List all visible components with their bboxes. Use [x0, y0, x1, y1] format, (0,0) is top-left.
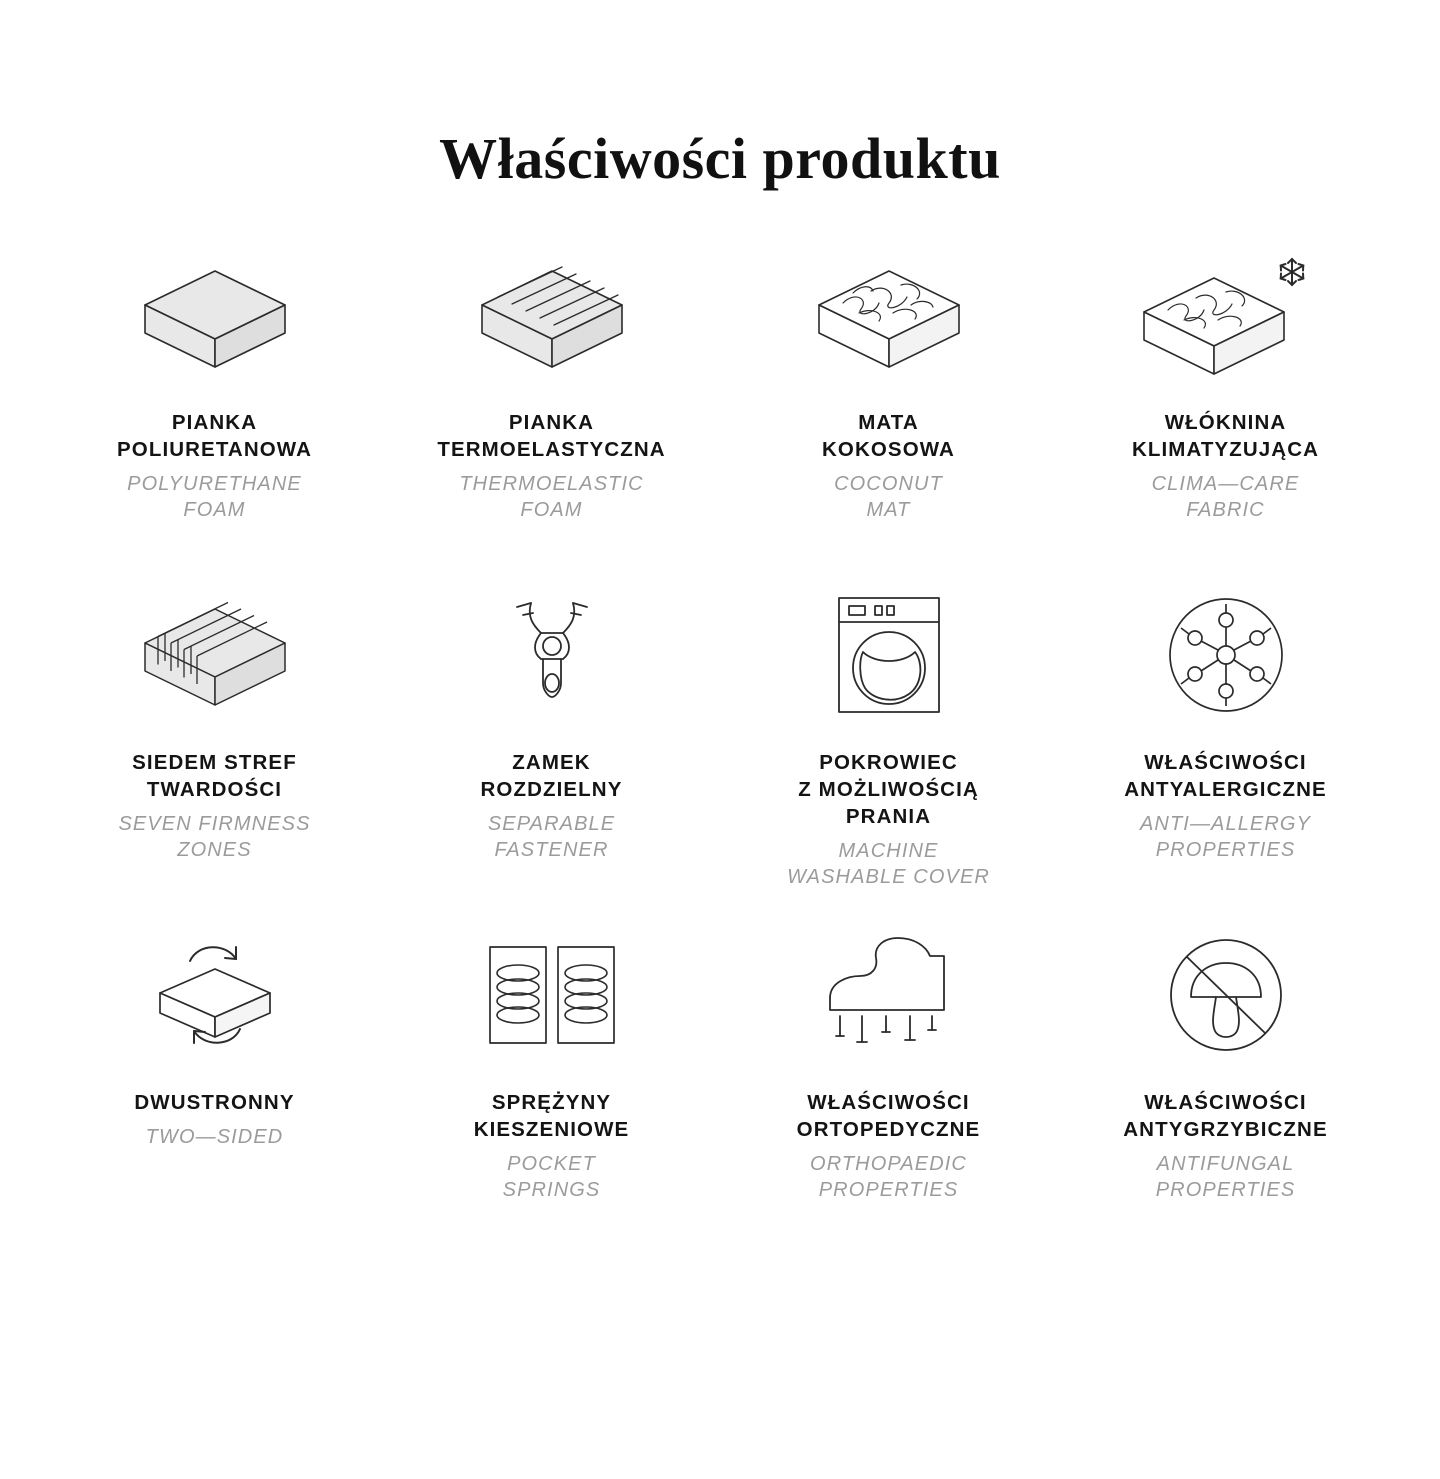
feature-item	[46, 585, 383, 925]
antifungal-crossed-mushroom-icon	[1126, 931, 1326, 1059]
feature-label-en: ORTHOPAEDIC PROPERTIES	[810, 1152, 967, 1202]
feature-item	[1057, 245, 1394, 585]
feature-label-en: MACHINE WASHABLE COVER	[787, 839, 990, 889]
feature-item	[383, 925, 720, 1265]
feature-item	[720, 925, 1057, 1265]
feature-item	[720, 585, 1057, 925]
feature-label-pl: SIEDEM STREF TWARDOŚCI	[132, 750, 297, 801]
zipper-icon	[452, 591, 652, 719]
feature-label-pl: PIANKA TERMOELASTYCZNA	[437, 410, 666, 461]
feature-label-en: ANTI—ALLERGY PROPERTIES	[1139, 812, 1312, 862]
feature-label-en: SEVEN FIRMNESS ZONES	[118, 812, 311, 862]
features-grid	[0, 245, 1440, 1265]
feature-item	[46, 245, 383, 585]
clima-care-snowflake-icon	[1126, 251, 1326, 379]
feature-label-en: SEPARABLE FASTENER	[487, 812, 616, 862]
orthopaedic-spine-icon	[789, 931, 989, 1059]
feature-item	[1057, 585, 1394, 925]
feature-label-pl: WŁAŚCIWOŚCI ORTOPEDYCZNE	[796, 1090, 981, 1141]
feature-label-pl: DWUSTRONNY	[134, 1090, 295, 1114]
product-features-page	[0, 39, 1440, 1479]
feature-label-pl: WŁÓKNINA KLIMATYZUJĄCA	[1131, 410, 1320, 461]
feature-label-pl: POKROWIEC Z MOŻLIWOŚCIĄ PRANIA	[798, 750, 979, 828]
feature-item	[383, 585, 720, 925]
wavy-foam-block-icon	[452, 251, 652, 379]
feature-label-pl: SPRĘŻYNY KIESZENIOWE	[473, 1090, 630, 1141]
feature-label-en: COCONUT MAT	[834, 472, 943, 522]
feature-label-en: POCKET SPRINGS	[502, 1152, 601, 1202]
feature-label-pl: WŁAŚCIWOŚCI ANTYGRZYBICZNE	[1123, 1090, 1328, 1141]
coconut-mat-block-icon	[789, 251, 989, 379]
anti-allergy-molecule-icon	[1126, 591, 1326, 719]
two-sided-flip-icon	[115, 931, 315, 1059]
feature-label-en: TWO—SIDED	[145, 1125, 284, 1148]
washing-machine-icon	[789, 591, 989, 719]
foam-block-icon	[115, 251, 315, 379]
feature-label-pl: MATA KOKOSOWA	[822, 410, 955, 461]
pocket-springs-icon	[452, 931, 652, 1059]
feature-label-en: ANTIFUNGAL PROPERTIES	[1155, 1152, 1296, 1202]
feature-label-en: CLIMA—CARE FABRIC	[1151, 472, 1300, 522]
feature-item	[1057, 925, 1394, 1265]
feature-item	[720, 245, 1057, 585]
seven-zones-layers-icon	[115, 591, 315, 719]
feature-item	[46, 925, 383, 1265]
feature-label-pl: WŁAŚCIWOŚCI ANTYALERGICZNE	[1124, 750, 1327, 801]
feature-label-en: POLYURETHANE FOAM	[127, 472, 302, 522]
feature-item	[383, 245, 720, 585]
feature-label-pl: PIANKA POLIURETANOWA	[117, 410, 312, 461]
feature-label-pl: ZAMEK ROZDZIELNY	[480, 750, 623, 801]
page-title: Właściwości produktu	[439, 125, 1001, 191]
feature-label-en: THERMOELASTIC FOAM	[459, 472, 644, 522]
